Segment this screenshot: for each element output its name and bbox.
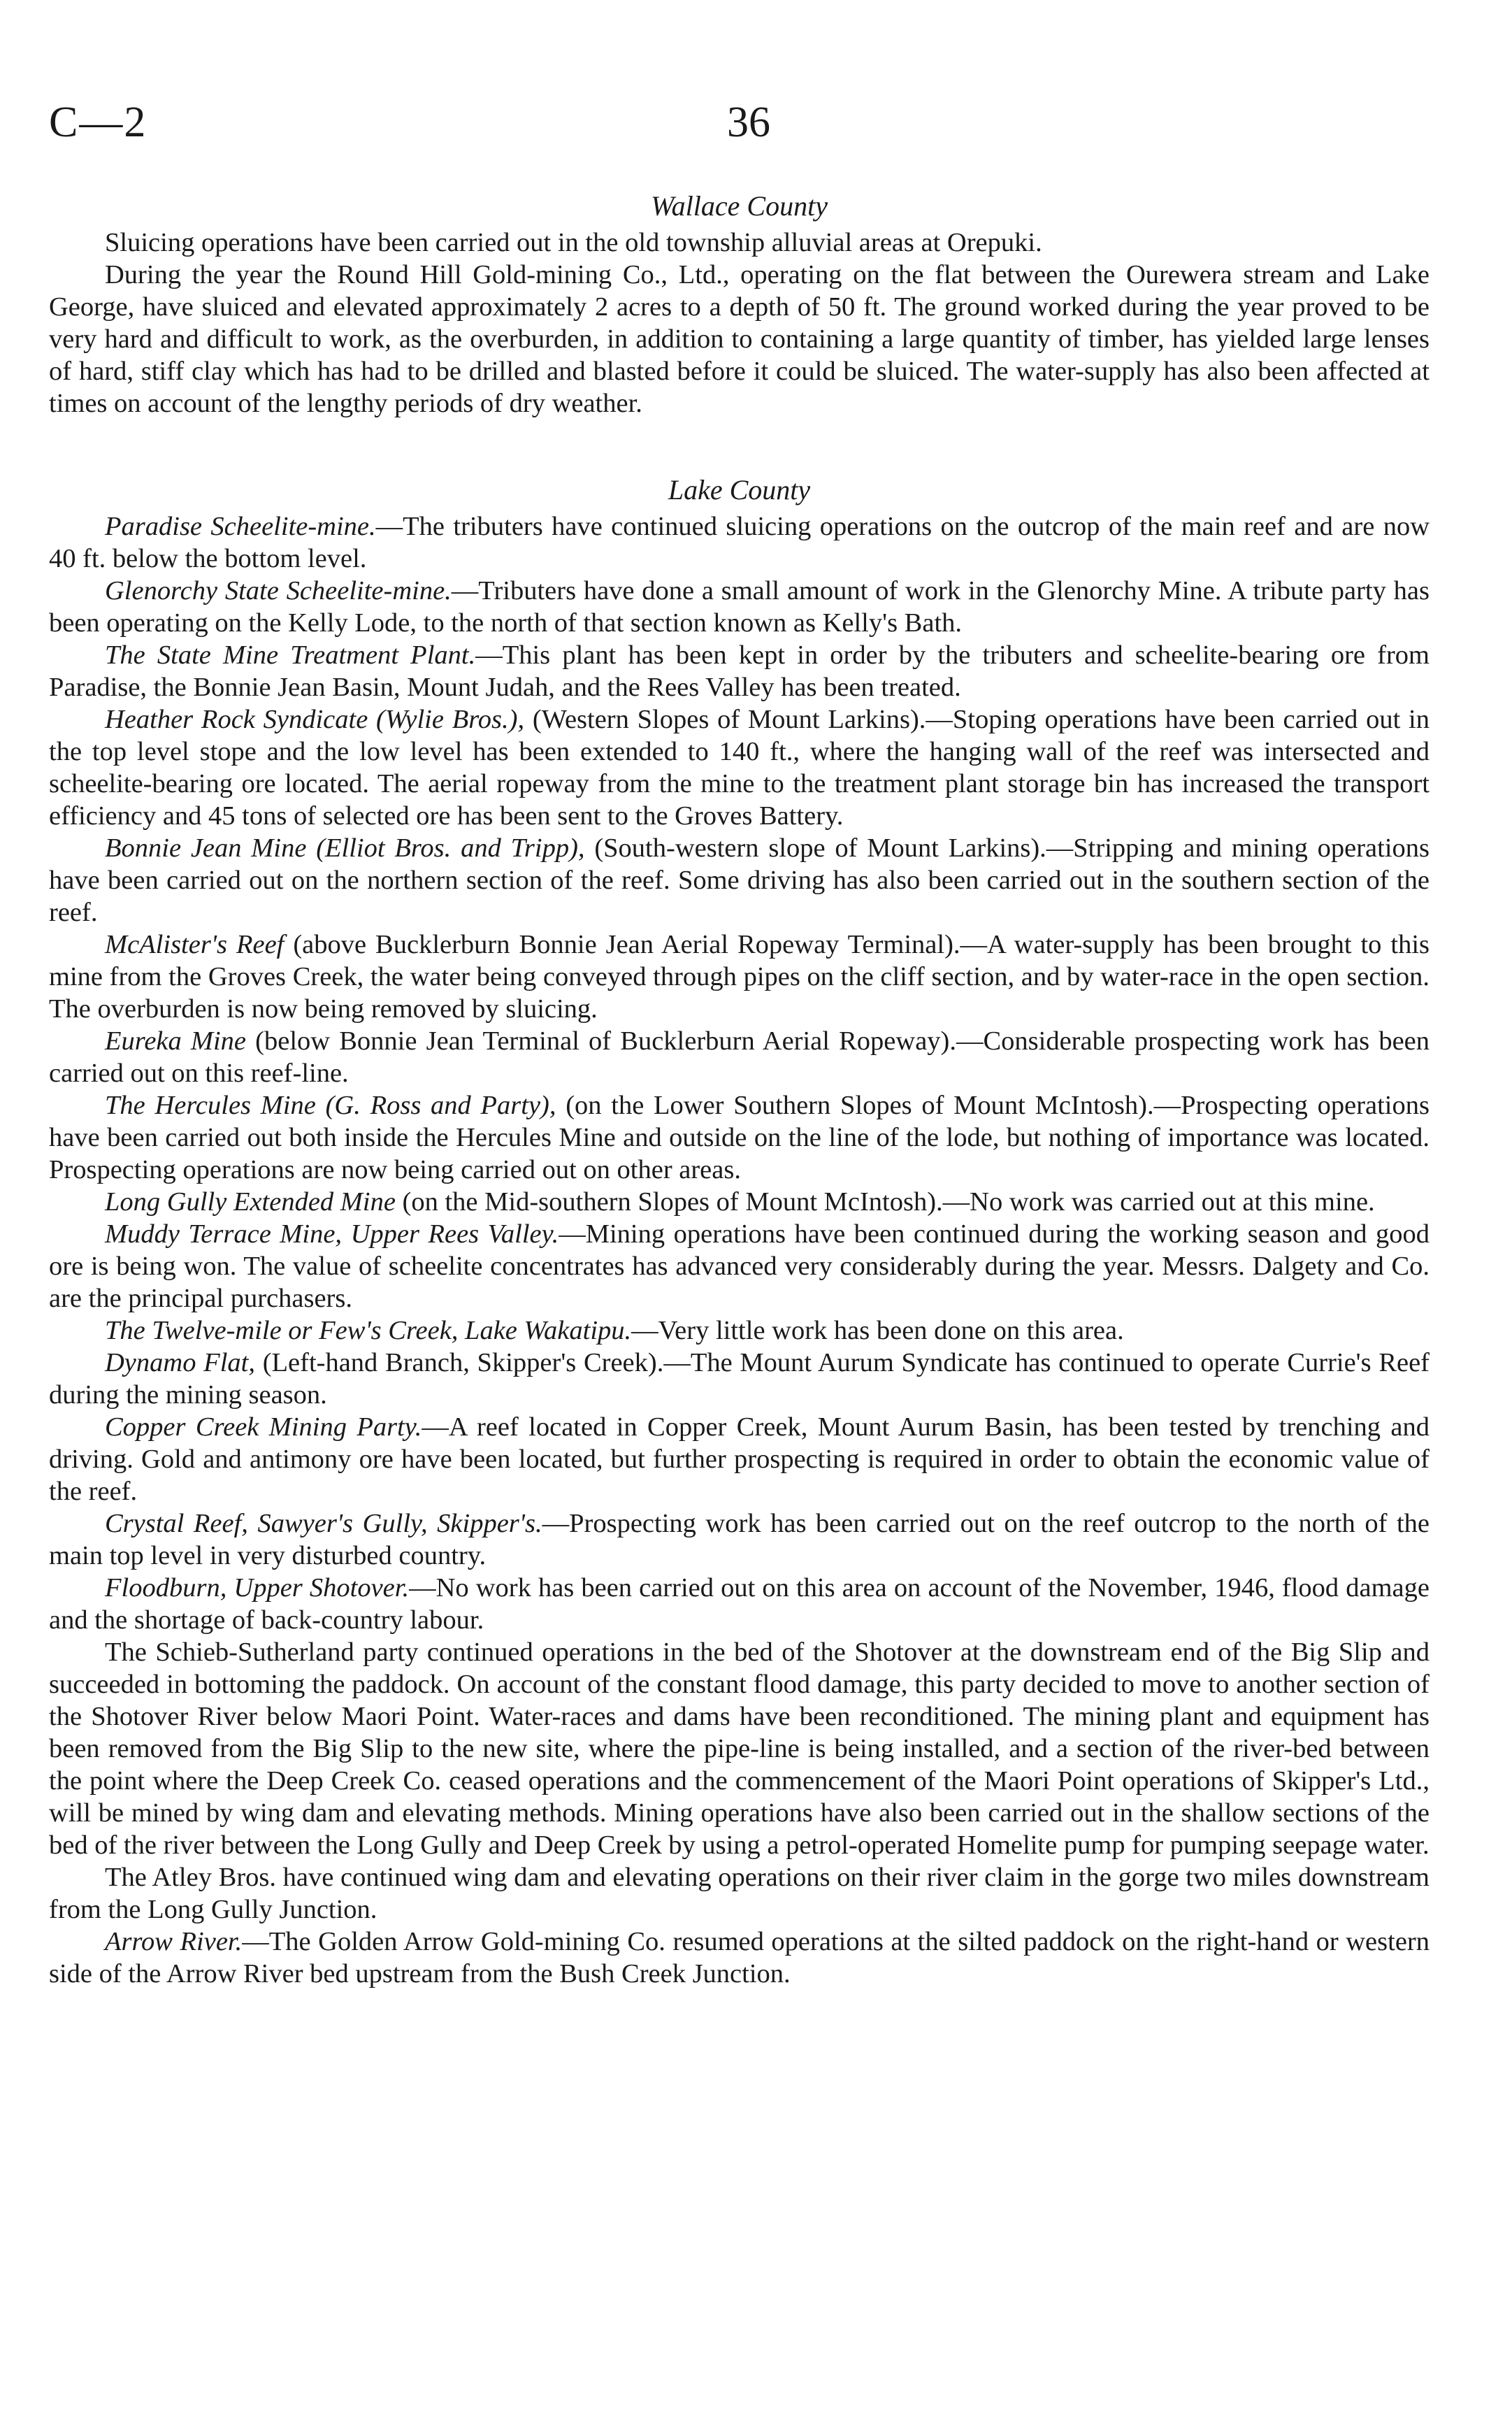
entry-text: (below Bonnie Jean Terminal of Bucklerburn Aerial Ropeway).—Considerable prospecting work has been carried out on this reef-line. <box>49 1026 1430 1088</box>
entry-text: (on the Mid-southern Slopes of Mount McIntosh).—No work was carried out at this mine. <box>395 1187 1375 1217</box>
entry-atley-bros <box>49 1861 1430 1926</box>
entry-text: —No work has been carried out on this area on account of the November, 1946, flood damage and the shortage of back-country labour. <box>49 1573 1430 1635</box>
entry-text: —Mining operations have been continued during the working season and good ore is being won. The value of scheelite concentrates has advanced very considerably during the year. Messrs. Dalgety and Co. are the principal purchasers. <box>49 1219 1430 1313</box>
entry-dynamo-flat <box>49 1347 1430 1411</box>
entry-mcalisters-reef <box>49 929 1430 1025</box>
entry-schieb-sutherland <box>49 1636 1430 1861</box>
entry-text: —A reef located in Copper Creek, Mount Aurum Basin, has been tested by trenching and driving. Gold and antimony ore have been located, but further prospecting is required in order to obtain the economic value of the reef. <box>49 1412 1430 1506</box>
entry-text: (on the Lower Southern Slopes of Mount McIntosh).—Prospecting operations have been carried out both inside the Hercules Mine and outside on the line of the lode, but nothing of importance was located. Prospecting operations are now being carried out on other areas. <box>49 1091 1430 1184</box>
entry-lead: The Hercules Mine (G. Ross and Party), <box>105 1091 556 1120</box>
section-title-wallace-county: Wallace County <box>651 190 828 222</box>
entry-lead: Paradise Scheelite-mine. <box>105 512 376 541</box>
entry-text: The Atley Bros. have continued wing dam and elevating operations on their river claim in the gorge two miles downstream from the Long Gully Junction. <box>49 1863 1430 1924</box>
entry-text: —Very little work has been done on this area. <box>631 1316 1124 1345</box>
entry-text: The Schieb-Sutherland party continued operations in the bed of the Shotover at the downstream end of the Big Slip and succeeded in bottoming the paddock. On account of the constant flood damage, this party decided to move to another section of the Shotover River below Maori Point. Water-races and dams have been reconditioned. The mining plant and equipment has been removed from the Big Slip to the new site, where the pipe-line is being installed, and a section of the river-bed between the point where the Deep Creek Co. ceased operations and the commencement of the Maori Point operations of Skipper's Ltd., will be mined by wing dam and elevating methods. Mining operations have also been carried out in the shallow sections of the bed of the river between the Long Gully and Deep Creek by using a petrol-operated Homelite pump for pumping seepage water. <box>49 1638 1430 1860</box>
entry-text: —The tributers have continued sluicing operations on the outcrop of the main reef and are now 40 ft. below the bottom level. <box>49 512 1430 573</box>
document-code: C—2 <box>49 99 147 146</box>
entry-lead: Muddy Terrace Mine, Upper Rees Valley. <box>105 1219 559 1249</box>
entry-glenorchy <box>49 575 1430 639</box>
paragraph: Sluicing operations have been carried out in the old township alluvial areas at Orepuki. <box>105 228 1042 257</box>
entry-arrow-river <box>49 1926 1430 1990</box>
entry-lead: McAlister's Reef <box>105 930 285 959</box>
entry-crystal-reef <box>49 1507 1430 1572</box>
entry-lead: Crystal Reef, Sawyer's Gully, Skipper's. <box>105 1509 542 1538</box>
paragraph: During the year the Round Hill Gold-mining Co., Ltd., operating on the flat between the Ourewera stream and Lake George, have sluiced and elevated approximately 2 acres to a depth of 50 ft. The ground worked during the year proved to be very hard and difficult to work, as the overburden, in addition to containing a large quantity of timber, has yielded large lenses of hard, stiff clay which has had to be drilled and blasted before it could be sluiced. The water-supply has also been affected at times on account of the lengthy periods of dry weather. <box>49 260 1430 418</box>
entry-text: —Prospecting work has been carried out on the reef outcrop to the north of the main top level in very disturbed country. <box>49 1509 1430 1570</box>
entry-floodburn <box>49 1572 1430 1636</box>
entry-paradise <box>49 510 1430 575</box>
section-title-lake-county: Lake County <box>668 474 811 506</box>
entry-lead: The State Mine Treatment Plant. <box>105 640 476 670</box>
entry-text: —The Golden Arrow Gold-mining Co. resumed operations at the silted paddock on the right-hand or western side of the Arrow River bed upstream from the Bush Creek Junction. <box>49 1927 1430 1988</box>
entry-state-mine <box>49 639 1430 703</box>
entry-lead: Glenorchy State Scheelite-mine. <box>105 576 452 605</box>
entry-lead: Eureka Mine <box>105 1026 247 1056</box>
entry-lead: Long Gully Extended Mine <box>105 1187 396 1217</box>
entry-long-gully-extended <box>49 1186 1430 1218</box>
entry-text: (Western Slopes of Mount Larkins).—Stoping operations have been carried out in the top level stope and the low level has been extended to 140 ft., where the hanging wall of the reef was intersected and scheelite-bearing ore located. The aerial ropeway from the mine to the treatment plant storage bin has increased the transport efficiency and 45 tons of selected ore has been sent to the Groves Battery. <box>49 705 1430 831</box>
entry-text: (above Bucklerburn Bonnie Jean Aerial Ropeway Terminal).—A water-supply has been brought to this mine from the Groves Creek, the water being conveyed through pipes on the cliff section, and by water-race in the open section. The overburden is now being removed by sluicing. <box>49 930 1430 1024</box>
entry-muddy-terrace <box>49 1218 1430 1314</box>
entry-bonnie-jean <box>49 832 1430 929</box>
entry-lead: Dynamo Flat, <box>105 1348 255 1377</box>
page-header <box>49 98 1447 154</box>
entry-hercules <box>49 1089 1430 1186</box>
page-body <box>49 189 1430 1990</box>
page-number: 36 <box>727 99 770 146</box>
entry-lead: Floodburn, Upper Shotover. <box>105 1573 410 1603</box>
entry-eureka <box>49 1025 1430 1089</box>
entry-text: (Left-hand Branch, Skipper's Creek).—The Mount Aurum Syndicate has continued to operate Currie's Reef during the mining season. <box>49 1348 1430 1410</box>
entry-text: (South-western slope of Mount Larkins).—Stripping and mining operations have been carried out on the northern section of the reef. Some driving has also been carried out in the southern section of the reef. <box>49 833 1430 927</box>
entry-twelve-mile <box>49 1314 1430 1347</box>
entry-text: —This plant has been kept in order by the tributers and scheelite-bearing ore from Paradise, the Bonnie Jean Basin, Mount Judah, and the Rees Valley has been treated. <box>49 640 1430 702</box>
entry-lead: Heather Rock Syndicate (Wylie Bros.), <box>105 705 525 734</box>
entry-copper-creek <box>49 1411 1430 1507</box>
entry-lead: Arrow River. <box>105 1927 243 1956</box>
entry-lead: The Twelve-mile or Few's Creek, Lake Wakatipu. <box>105 1316 632 1345</box>
entry-lead: Bonnie Jean Mine (Elliot Bros. and Tripp), <box>105 833 585 863</box>
entry-lead: Copper Creek Mining Party. <box>105 1412 422 1442</box>
entry-text: —Tributers have done a small amount of work in the Glenorchy Mine. A tribute party has been operating on the Kelly Lode, to the north of that section known as Kelly's Bath. <box>49 576 1430 638</box>
entry-heather-rock <box>49 703 1430 832</box>
